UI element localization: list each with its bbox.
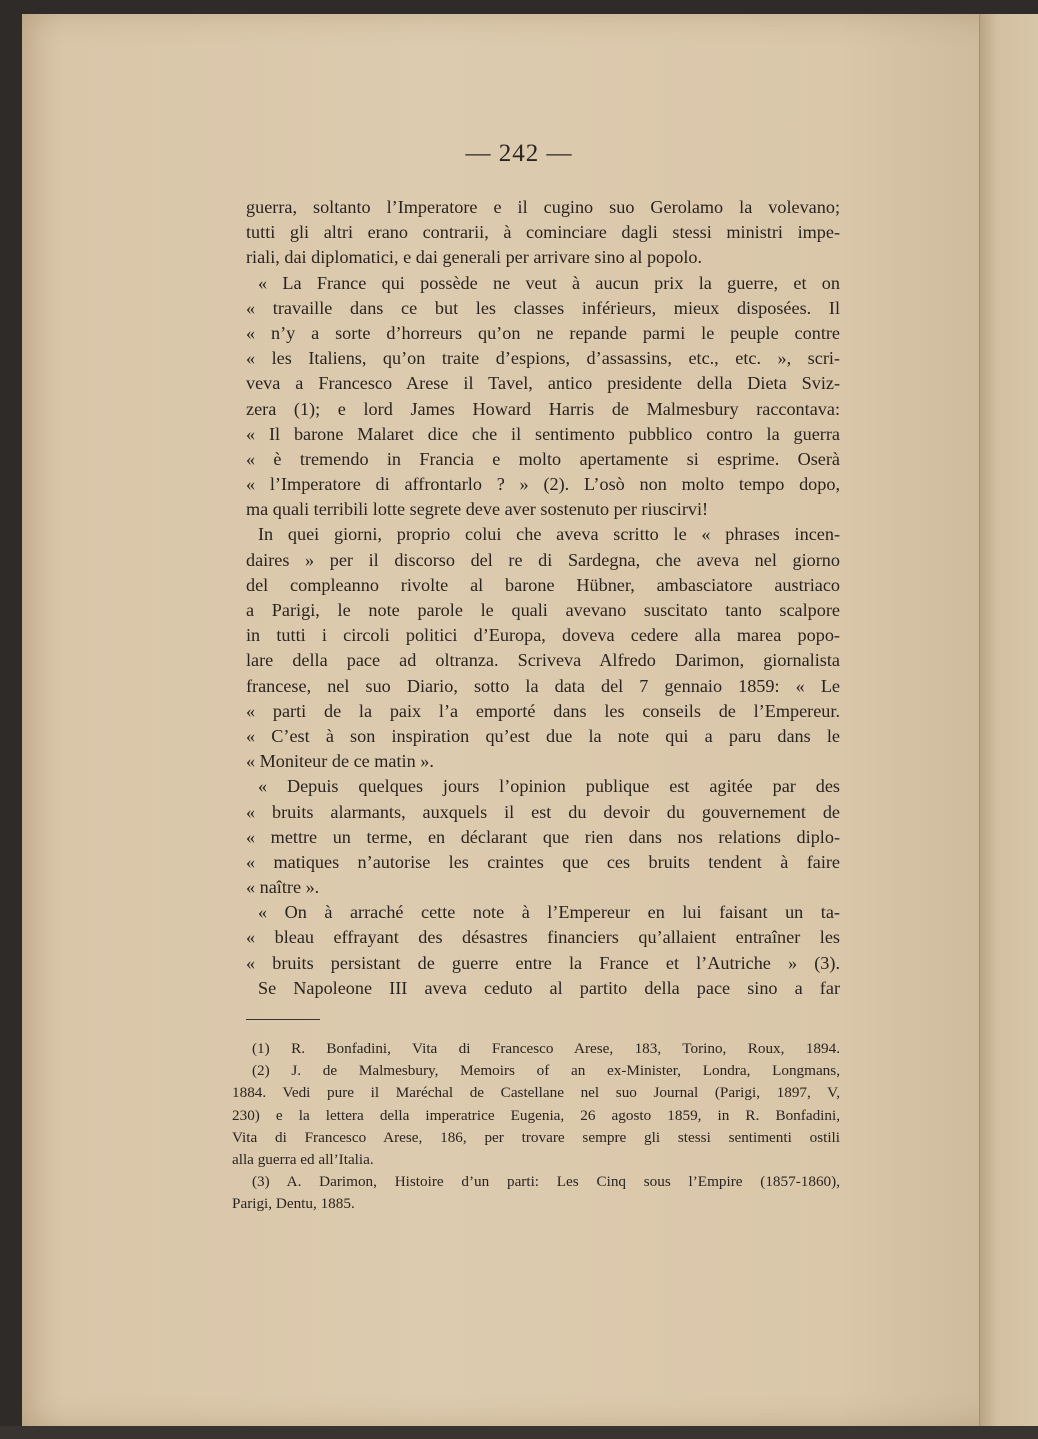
text-line: lare della pace ad oltranza. Scriveva Alfredo Darimon, giornalista xyxy=(246,650,840,671)
footnote-line: (3) A. Darimon, Histoire d’un parti: Les Cinq sous l’Empire (1857-1860), xyxy=(252,1173,840,1191)
text-line: in tutti i circoli politici d’Europa, doveva cedere alla marea popo- xyxy=(246,625,840,646)
text-line: « bruits persistant de guerre entre la France et l’Autriche » (3). xyxy=(246,952,840,973)
text-line: « naître ». xyxy=(246,877,320,898)
text-line: francese, nel suo Diario, sotto la data del 7 gennaio 1859: « Le xyxy=(246,675,840,696)
text-line: a Parigi, le note parole le quali avevano suscitato tanto scalpore xyxy=(246,600,840,620)
text-line: « bleau effrayant des désastres financiers qu’allaient entraîner les xyxy=(246,927,840,948)
footnote-line: (2) J. de Malmesbury, Memoirs of an ex-Minister, Londra, Longmans, xyxy=(252,1062,840,1080)
footnote-line: (1) R. Bonfadini, Vita di Francesco Arese, 183, Torino, Roux, 1894. xyxy=(252,1040,840,1057)
text-line: « C’est à son inspiration qu’est due la note qui a paru dans le xyxy=(246,725,840,746)
text-line: « On à arraché cette note à l’Empereur en lui faisant un ta- xyxy=(258,902,840,923)
text-line: guerra, soltanto l’Imperatore e il cugino suo Gerolamo la volevano; xyxy=(246,197,840,217)
footnote-divider xyxy=(246,1019,320,1020)
text-line: tutti gli altri erano contrarii, à cominciare dagli stessi ministri impe- xyxy=(246,222,840,243)
text-line: « travaille dans ce but les classes inférieurs, mieux disposées. Il xyxy=(246,297,840,318)
footnotes xyxy=(232,1038,840,1216)
text-line: « Moniteur de ce matin ». xyxy=(246,751,434,772)
footnote-line: 1884. Vedi pure il Maréchal de Castellane nel suo Journal (Parigi, 1897, V, xyxy=(232,1084,840,1102)
text-line: « parti de la paix l’a emporté dans les conseils de l’Empereur. xyxy=(246,700,840,721)
text-line: « è tremendo in Francia e molto apertamente si esprime. Oserà xyxy=(246,448,840,469)
text-line: del compleanno rivolte al barone Hübner, ambasciatore austriaco xyxy=(246,574,840,595)
text-line: riali, dai diplomatici, e dai generali per arrivare sino al popolo. xyxy=(246,247,703,268)
text-line: « les Italiens, qu’on traite d’espions, d’assassins, etc., etc. », scri- xyxy=(246,348,840,369)
text-line: « La France qui possède ne veut à aucun prix la guerre, et on xyxy=(258,272,840,293)
footnote-line: alla guerra ed all’Italia. xyxy=(232,1150,374,1168)
footnote-line: Vita di Francesco Arese, 186, per trovare sempre gli stessi sentimenti ostili xyxy=(232,1128,840,1146)
text-line: « bruits alarmants, auxquels il est du devoir du gouvernement de xyxy=(246,801,840,822)
text-line: « Depuis quelques jours l’opinion publique est agitée par des xyxy=(258,776,840,797)
text-line: Se Napoleone III aveva ceduto al partito della pace sino a far xyxy=(258,977,840,998)
text-line: « n’y a sorte d’horreurs qu’on ne repande parmi le peuple contre xyxy=(246,322,840,343)
text-line: zera (1); e lord James Howard Harris de Malmesbury raccontava: xyxy=(246,398,840,419)
footnote-line: Parigi, Dentu, 1885. xyxy=(232,1195,355,1213)
scan-bottom-border xyxy=(0,1426,1038,1439)
body-text xyxy=(246,195,840,1001)
footnote-line: 230) e la lettera della imperatrice Eugenia, 26 agosto 1859, in R. Bonfadini, xyxy=(232,1106,840,1124)
text-line: veva a Francesco Arese il Tavel, antico presidente della Dieta Sviz- xyxy=(246,373,840,394)
adjacent-page-edge xyxy=(979,14,1038,1426)
text-line: daires » per il discorso del re di Sardegna, che aveva nel giorno xyxy=(246,549,840,570)
text-line: « l’Imperatore di affrontarlo ? » (2). L’osò non molto tempo dopo, xyxy=(246,474,840,495)
text-line: « Il barone Malaret dice che il sentimento pubblico contro la guerra xyxy=(246,423,840,444)
text-line: In quei giorni, proprio colui che aveva scritto le « phrases incen- xyxy=(258,524,840,545)
text-line: « mettre un terme, en déclarant que rien dans nos relations diplo- xyxy=(246,826,840,847)
page-number: — 242 — xyxy=(465,140,573,167)
text-line: ma quali terribili lotte segrete deve aver sostenuto per riuscirvi! xyxy=(246,499,709,520)
text-line: « matiques n’autorise les craintes que ces bruits tendent à faire xyxy=(246,851,840,872)
